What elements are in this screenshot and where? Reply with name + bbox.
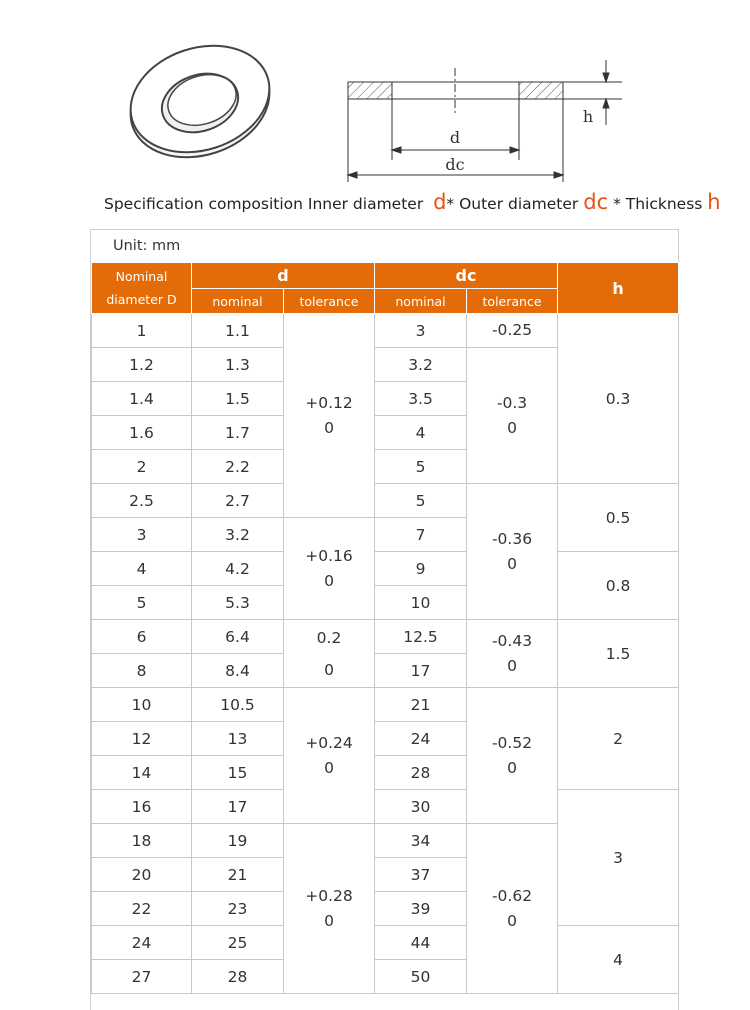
cell-d-tolerance (284, 518, 375, 620)
tol-upper: 0.2 (316, 628, 342, 647)
cell-D: 16 (92, 790, 192, 824)
header-dc-nominal: nominal (375, 289, 467, 314)
cell-d-nominal: 10.5 (192, 688, 284, 722)
cell-dc-nominal: 7 (375, 518, 467, 552)
caption-text-outer: * Outer diameter (446, 195, 579, 213)
cell-D: 18 (92, 824, 192, 858)
tol-upper: +0.28 (305, 886, 353, 905)
tol-lower: 0 (324, 911, 334, 930)
cell-d-tolerance (284, 688, 375, 824)
cell-dc-tolerance (467, 348, 558, 484)
cell-d-nominal: 1.1 (192, 314, 284, 348)
tol-upper: -0.36 (491, 529, 533, 548)
cell-dc-nominal: 30 (375, 790, 467, 824)
cell-D: 1.2 (92, 348, 192, 382)
cell-dc-nominal: 3 (375, 314, 467, 348)
table-row (92, 688, 679, 722)
cell-dc-nominal: 37 (375, 858, 467, 892)
cell-D: 1.6 (92, 416, 192, 450)
cell-dc-tolerance (467, 484, 558, 620)
table-row (92, 484, 679, 518)
header-nominal-diameter (92, 263, 192, 314)
specification-caption (104, 190, 744, 222)
header-d: d (192, 263, 375, 289)
cell-D: 1.4 (92, 382, 192, 416)
cell-d-nominal: 3.2 (192, 518, 284, 552)
header-d-nominal: nominal (192, 289, 284, 314)
caption-text-thickness: * Thickness (613, 195, 703, 213)
cell-h: 0.5 (558, 484, 679, 552)
cell-D: 2.5 (92, 484, 192, 518)
header-nominal-line1: Nominal (115, 269, 168, 284)
inner-diameter-label: d (449, 128, 461, 147)
cell-dc-nominal: 17 (375, 654, 467, 688)
cell-dc-tolerance (467, 620, 558, 688)
outer-diameter-label: dc (445, 155, 465, 174)
tol-upper: -0.62 (491, 886, 533, 905)
cell-h: 0.3 (558, 314, 679, 484)
cell-dc-nominal: 39 (375, 892, 467, 926)
cell-d-nominal: 28 (192, 960, 284, 994)
washer-cross-section (348, 60, 622, 182)
caption-text-inner: Specification composition Inner diameter (104, 195, 424, 213)
cell-d-nominal: 17 (192, 790, 284, 824)
table-row (92, 552, 679, 586)
tol-lower: 0 (507, 554, 517, 573)
header-dc-tolerance: tolerance (467, 289, 558, 314)
cell-h: 2 (558, 688, 679, 790)
size-table (91, 262, 679, 994)
cell-D: 1 (92, 314, 192, 348)
cell-dc-nominal: 9 (375, 552, 467, 586)
caption-d: d (433, 190, 447, 214)
cell-dc-nominal: 5 (375, 484, 467, 518)
cell-d-nominal: 19 (192, 824, 284, 858)
cell-D: 24 (92, 926, 192, 960)
cell-d-nominal: 2.2 (192, 450, 284, 484)
cell-dc-tolerance (467, 824, 558, 994)
table-row (92, 314, 679, 348)
unit-label: Unit: mm (113, 238, 181, 254)
cell-D: 10 (92, 688, 192, 722)
cell-D: 12 (92, 722, 192, 756)
cell-d-nominal: 5.3 (192, 586, 284, 620)
cell-D: 14 (92, 756, 192, 790)
washer-drawing (0, 0, 750, 195)
cell-d-nominal: 8.4 (192, 654, 284, 688)
thickness-label: h (582, 107, 594, 126)
tol-lower: 0 (324, 660, 334, 679)
cell-dc-tolerance (467, 314, 558, 348)
cell-dc-nominal: 12.5 (375, 620, 467, 654)
caption-dc: dc (583, 190, 609, 214)
cell-d-tolerance (284, 824, 375, 994)
tol-lower: 0 (507, 656, 517, 675)
header-d-tolerance: tolerance (284, 289, 375, 314)
cell-d-nominal: 15 (192, 756, 284, 790)
cell-dc-nominal: 4 (375, 416, 467, 450)
cell-D: 27 (92, 960, 192, 994)
washer-isometric-illustration (117, 29, 284, 175)
cell-D: 4 (92, 552, 192, 586)
cell-d-nominal: 25 (192, 926, 284, 960)
caption-h: h (707, 190, 721, 214)
cell-dc-nominal: 5 (375, 450, 467, 484)
cell-dc-nominal: 10 (375, 586, 467, 620)
cell-d-nominal: 1.3 (192, 348, 284, 382)
header-nominal-line2: diameter D (106, 292, 177, 307)
cell-dc-nominal: 50 (375, 960, 467, 994)
cell-D: 6 (92, 620, 192, 654)
tol-lower: 0 (507, 418, 517, 437)
tol-upper: -0.43 (491, 631, 533, 650)
tol-lower: 0 (324, 571, 334, 590)
tol-upper: +0.12 (305, 393, 353, 412)
cell-dc-nominal: 24 (375, 722, 467, 756)
tol-lower: 0 (507, 911, 517, 930)
table-row (92, 926, 679, 960)
table-body (92, 314, 679, 994)
table-row (92, 790, 679, 824)
cell-D: 20 (92, 858, 192, 892)
cell-d-nominal: 23 (192, 892, 284, 926)
tol-lower: 0 (324, 758, 334, 777)
tol-lower: 0 (324, 418, 334, 437)
header-h: h (558, 263, 679, 314)
tol-lower: 0 (507, 758, 517, 777)
cell-d-nominal: 2.7 (192, 484, 284, 518)
cell-d-nominal: 1.5 (192, 382, 284, 416)
cell-d-nominal: 1.7 (192, 416, 284, 450)
cell-d-nominal: 13 (192, 722, 284, 756)
washer-diagrams (0, 0, 750, 195)
tol-upper: -0.3 (496, 393, 528, 412)
cell-D: 3 (92, 518, 192, 552)
header-dc: dc (375, 263, 558, 289)
cell-d-nominal: 6.4 (192, 620, 284, 654)
cell-d-nominal: 4.2 (192, 552, 284, 586)
cell-dc-nominal: 28 (375, 756, 467, 790)
cell-h: 4 (558, 926, 679, 994)
tol-upper: +0.16 (305, 546, 353, 565)
table-row (92, 620, 679, 654)
cell-h: 1.5 (558, 620, 679, 688)
cell-d-tolerance (284, 314, 375, 518)
washer-size-table (90, 229, 679, 1010)
tol-upper: +0.24 (305, 733, 353, 752)
cell-d-nominal: 21 (192, 858, 284, 892)
cell-D: 8 (92, 654, 192, 688)
cell-dc-tolerance (467, 688, 558, 824)
cell-h: 3 (558, 790, 679, 926)
cell-D: 5 (92, 586, 192, 620)
cell-dc-nominal: 3.2 (375, 348, 467, 382)
cell-h: 0.8 (558, 552, 679, 620)
tol-upper: -0.25 (491, 321, 533, 339)
cell-dc-nominal: 34 (375, 824, 467, 858)
cell-dc-nominal: 44 (375, 926, 467, 960)
cell-dc-nominal: 3.5 (375, 382, 467, 416)
cell-d-tolerance (284, 620, 375, 688)
cell-D: 2 (92, 450, 192, 484)
cell-dc-nominal: 21 (375, 688, 467, 722)
cell-D: 22 (92, 892, 192, 926)
tol-upper: -0.52 (491, 733, 533, 752)
